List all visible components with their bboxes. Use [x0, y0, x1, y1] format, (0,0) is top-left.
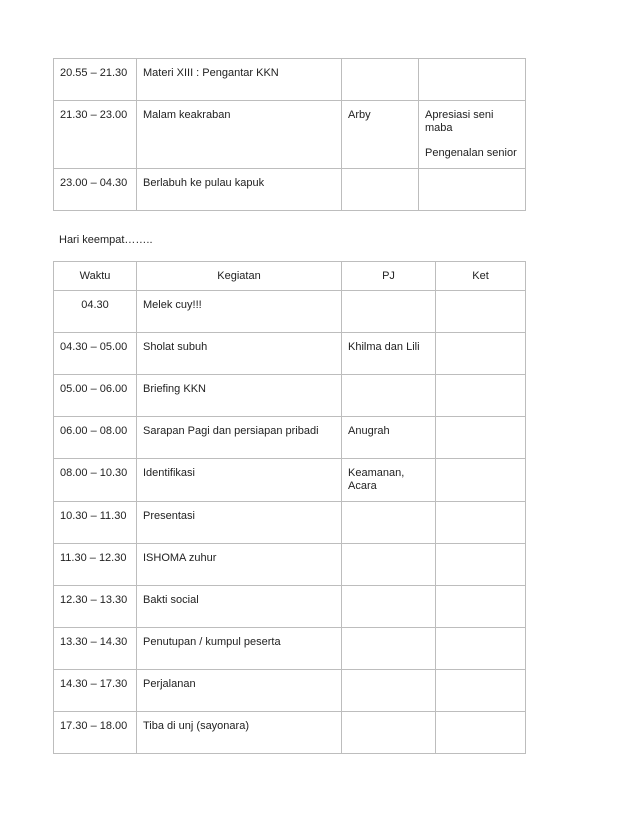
table-row — [54, 59, 526, 101]
time-cell: 04.30 — [54, 291, 137, 333]
ket-cell — [419, 169, 526, 211]
header-pj: PJ — [342, 262, 436, 291]
table-row — [54, 544, 526, 586]
pj-line: Keamanan, — [348, 467, 405, 479]
time-cell: 13.30 – 14.30 — [54, 628, 137, 670]
time-cell: 08.00 – 10.30 — [54, 459, 137, 502]
time-cell: 11.30 – 12.30 — [54, 544, 137, 586]
activity-cell: Sholat subuh — [137, 333, 342, 375]
ket-cell — [436, 333, 526, 375]
pj-cell: Arby — [342, 101, 419, 169]
ket-cell — [436, 375, 526, 417]
time-cell: 14.30 – 17.30 — [54, 670, 137, 712]
table-row — [54, 586, 526, 628]
ket-cell — [436, 459, 526, 502]
header-activity: Kegiatan — [137, 262, 342, 291]
pj-cell — [342, 291, 436, 333]
activity-cell: Penutupan / kumpul peserta — [137, 628, 342, 670]
schedule-table-day3 — [53, 58, 526, 211]
day-heading: Hari keempat…….. — [59, 234, 153, 246]
activity-cell: Tiba di unj (sayonara) — [137, 712, 342, 754]
pj-cell — [342, 544, 436, 586]
activity-cell: Materi XIII : Pengantar KKN — [137, 59, 342, 101]
pj-cell — [342, 712, 436, 754]
time-cell: 23.00 – 04.30 — [54, 169, 137, 211]
pj-cell: Anugrah — [342, 417, 436, 459]
time-cell: 06.00 – 08.00 — [54, 417, 137, 459]
table-row — [54, 169, 526, 211]
activity-cell: Melek cuy!!! — [137, 291, 342, 333]
time-cell: 05.00 – 06.00 — [54, 375, 137, 417]
activity-cell: Berlabuh ke pulau kapuk — [137, 169, 342, 211]
time-cell: 10.30 – 11.30 — [54, 502, 137, 544]
activity-cell: Briefing KKN — [137, 375, 342, 417]
table-row — [54, 712, 526, 754]
ket-line: Pengenalan senior — [425, 147, 517, 159]
pj-cell — [342, 169, 419, 211]
ket-line: Apresiasi seni maba — [425, 109, 494, 134]
ket-cell — [436, 502, 526, 544]
activity-cell: ISHOMA zuhur — [137, 544, 342, 586]
time-cell: 21.30 – 23.00 — [54, 101, 137, 169]
table-row — [54, 628, 526, 670]
activity-cell: Malam keakraban — [137, 101, 342, 169]
activity-cell: Sarapan Pagi dan persiapan pribadi — [137, 417, 342, 459]
pj-cell — [342, 375, 436, 417]
ket-cell — [436, 544, 526, 586]
ket-cell — [436, 712, 526, 754]
schedule-table-day4 — [53, 261, 526, 754]
ket-cell — [419, 101, 526, 169]
pj-cell — [342, 59, 419, 101]
header-time: Waktu — [54, 262, 137, 291]
ket-cell — [436, 628, 526, 670]
time-cell: 17.30 – 18.00 — [54, 712, 137, 754]
ket-cell — [419, 59, 526, 101]
table-row — [54, 291, 526, 333]
activity-cell: Presentasi — [137, 502, 342, 544]
table-row — [54, 502, 526, 544]
table-row — [54, 670, 526, 712]
time-cell: 12.30 – 13.30 — [54, 586, 137, 628]
pj-cell: Khilma dan Lili — [342, 333, 436, 375]
ket-cell — [436, 586, 526, 628]
ket-cell — [436, 417, 526, 459]
pj-line: Acara — [348, 480, 377, 492]
table-row — [54, 459, 526, 502]
header-ket: Ket — [436, 262, 526, 291]
time-cell: 20.55 – 21.30 — [54, 59, 137, 101]
table-row — [54, 375, 526, 417]
ket-cell — [436, 670, 526, 712]
table-row — [54, 101, 526, 169]
time-cell: 04.30 – 05.00 — [54, 333, 137, 375]
header-row — [54, 262, 526, 291]
pj-cell — [342, 628, 436, 670]
table-row — [54, 333, 526, 375]
activity-cell: Identifikasi — [137, 459, 342, 502]
activity-cell: Perjalanan — [137, 670, 342, 712]
table-row — [54, 417, 526, 459]
pj-cell — [342, 586, 436, 628]
pj-cell — [342, 502, 436, 544]
ket-cell — [436, 291, 526, 333]
pj-cell — [342, 459, 436, 502]
pj-cell — [342, 670, 436, 712]
activity-cell: Bakti social — [137, 586, 342, 628]
